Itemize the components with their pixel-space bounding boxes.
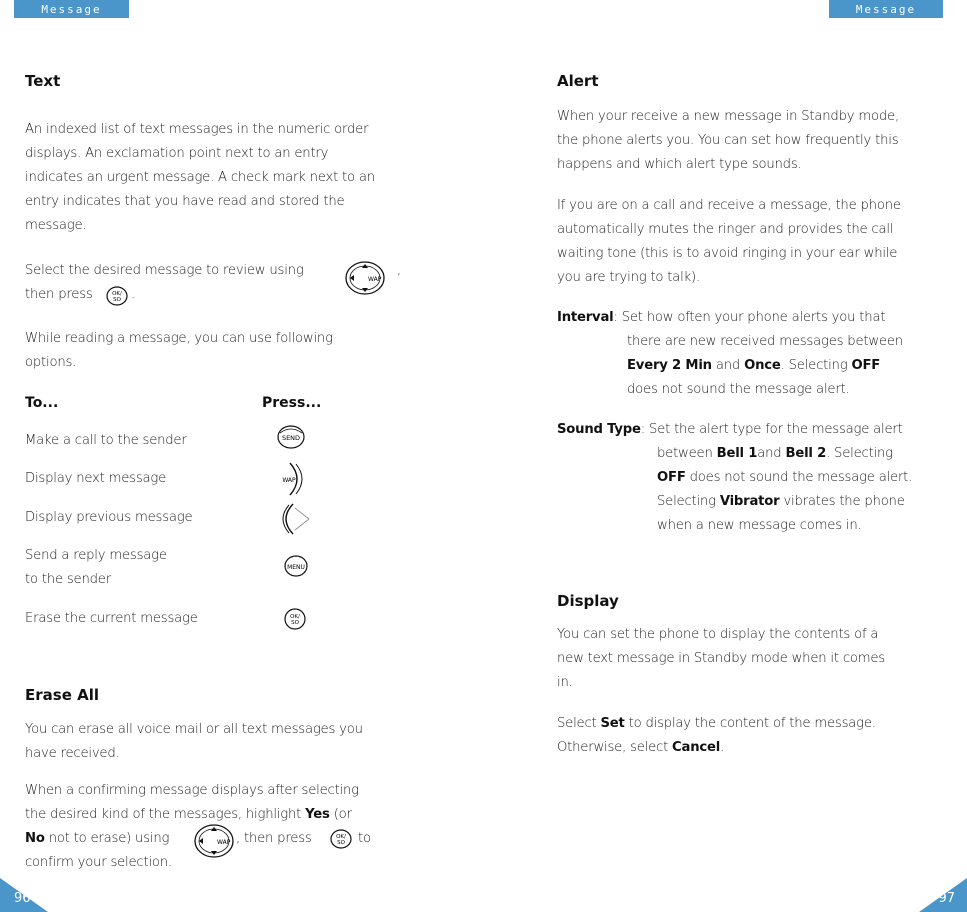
header-tab-right: Message [829,0,943,18]
erase-line: , then press [236,831,312,846]
interval-line: Every 2 Min and Once. Selecting OFF [627,358,881,373]
option-label: Display previous message [25,510,193,525]
header-tab-left: Message [14,0,129,18]
erase-line: to [358,831,371,846]
alert-line: When your receive a new message in Standby mode, [557,109,899,124]
svg-text:SO: SO [113,297,121,303]
select-comma: , [397,263,401,278]
sound-type-line: between Bell 1and Bell 2. Selecting [657,446,893,461]
option-label: Display next message [25,471,167,486]
select-period: . [131,287,135,302]
alert-title: Alert [557,72,599,90]
erase-line: You can erase all voice mail or all text messages you [25,722,363,737]
wap-key-icon [276,461,306,497]
interval-line: does not sound the message alert. [627,382,850,397]
alert-line: waiting tone (this is to avoid ringing in your ear while [557,246,898,261]
menu-key-icon [284,555,308,577]
option-label: to the sender [25,572,111,587]
erase-line: the desired kind of the messages, highlight Yes (or [25,807,352,822]
svg-text:SO: SO [291,620,299,626]
page-number-left: 96 [14,891,31,906]
option-label: Erase the current message [25,611,198,626]
interval-line: Interval: Set how often your phone alerts you that [557,310,886,325]
display-line: Otherwise, select Cancel. [557,740,725,755]
column-press: Press... [262,395,322,411]
send-key-icon [277,425,305,449]
svg-text:OK/: OK/ [112,291,122,297]
sound-type-line: OFF does not sound the message alert. [657,470,913,485]
sound-type-line: Selecting Vibrator vibrates the phone [657,494,905,509]
interval-label: Interval [557,310,614,325]
nav-key-icon [344,260,386,296]
svg-text:WAP: WAP [217,839,231,846]
svg-text:OK/: OK/ [336,834,346,840]
alert-line: the phone alerts you. You can set how frequently this [557,133,899,148]
intro-line: displays. An exclamation point next to an entry [25,146,329,161]
erase-line: have received. [25,746,120,761]
display-line: Select Set to display the content of the message. [557,716,876,731]
select-then-press: then press [25,287,93,302]
intro-line: entry indicates that you have read and stored the [25,194,345,209]
display-line: new text message in Standby mode when it comes [557,651,885,666]
svg-text:SO: SO [337,840,345,846]
no-option: No [25,831,45,846]
svg-text:MENU: MENU [287,564,305,571]
interval-line: there are new received messages between [627,334,903,349]
display-title: Display [557,592,619,610]
sound-type-line: Sound Type: Set the alert type for the message alert [557,422,903,437]
while-line: While reading a message, you can use following [25,331,333,346]
svg-text:WAP: WAP [282,477,296,484]
sound-type-label: Sound Type [557,422,641,437]
page-number-right: 97 [938,891,955,906]
display-line: You can set the phone to display the contents of a [557,627,879,642]
alert-line: happens and which alert type sounds. [557,157,802,172]
erase-line: confirm your selection. [25,855,172,870]
select-instruction: Select the desired message to review using [25,263,304,278]
intro-line: indicates an urgent message. A check mark next to an [25,170,375,185]
erase-line: When a confirming message displays after selecting [25,783,359,798]
previous-key-icon [281,502,311,536]
while-line: options. [25,355,77,370]
erase-all-title: Erase All [25,686,99,704]
intro-line: An indexed list of text messages in the numeric order [25,122,369,137]
svg-text:SEND: SEND [281,434,301,442]
nav-key-icon [193,823,235,859]
ok-key-icon [330,829,352,849]
text-section-title: Text [25,72,61,90]
intro-line: message. [25,218,87,233]
alert-line: If you are on a call and receive a message, the phone [557,198,901,213]
option-label: Send a reply message [25,548,167,563]
sound-type-line: when a new message comes in. [657,518,862,533]
alert-line: you are trying to talk). [557,270,700,285]
svg-text:WAP: WAP [368,276,382,283]
ok-key-icon [284,608,306,630]
yes-option: Yes [305,807,330,822]
svg-text:OK/: OK/ [290,614,300,620]
alert-line: automatically mutes the ringer and provides the call [557,222,894,237]
display-line: in. [557,675,573,690]
column-to: To... [25,395,59,411]
option-label: Make a call to the sender [25,433,187,448]
erase-line: No not to erase) using [25,831,170,846]
ok-key-icon [106,286,128,306]
